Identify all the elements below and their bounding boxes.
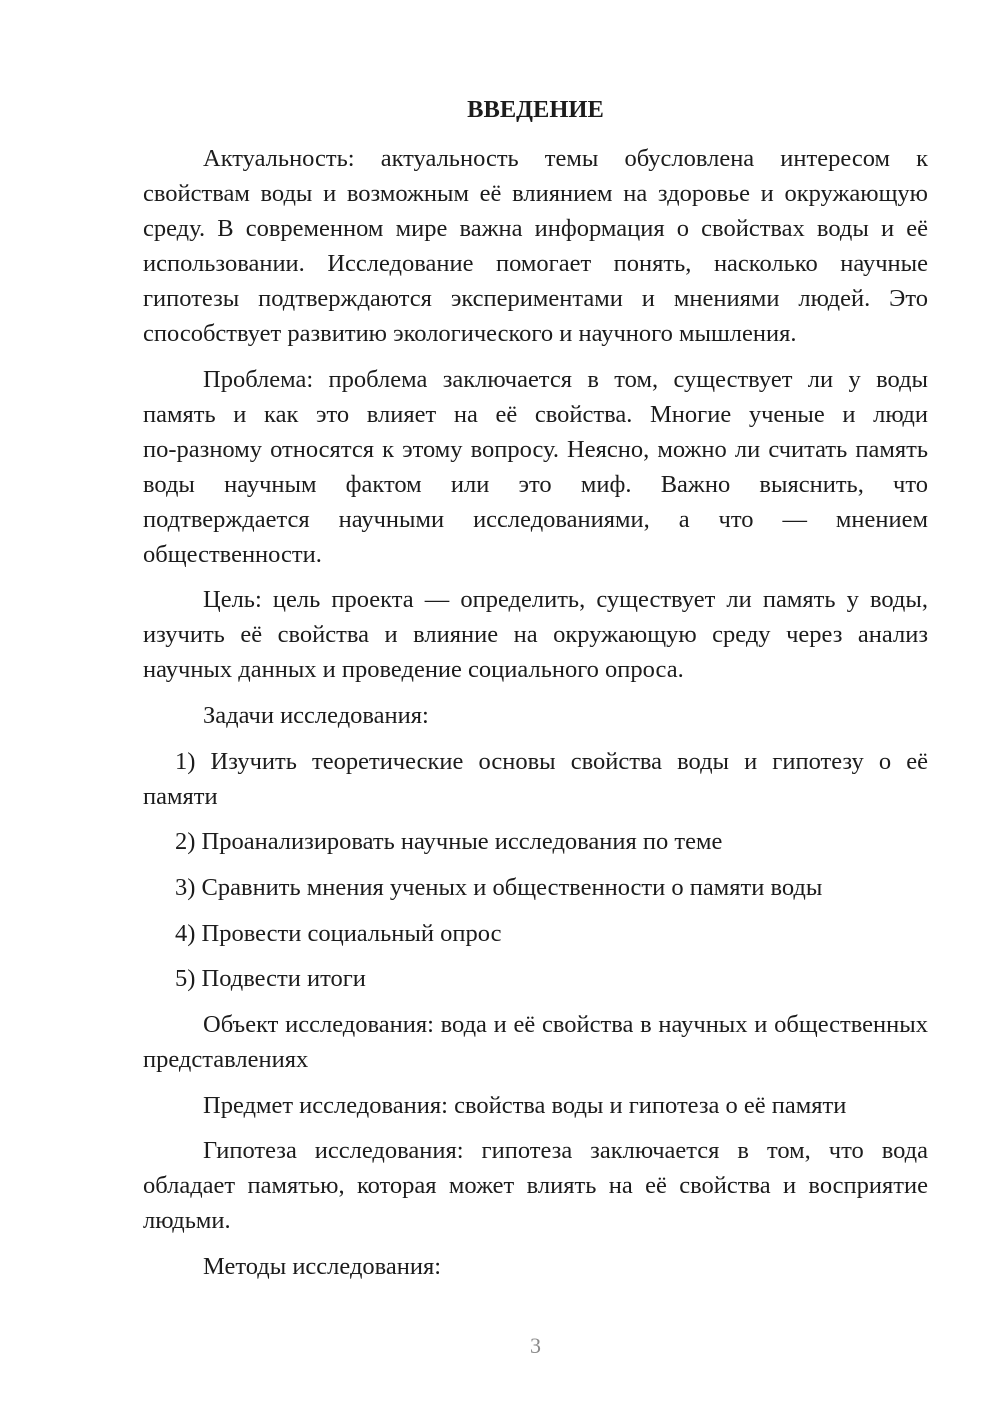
- text-line: Предмет исследования: свойства воды и гипотеза о её памяти: [203, 1091, 847, 1119]
- text-line: способствует развитию экологического и научного мышления.: [143, 320, 797, 347]
- text-line: использовании. Исследование помогает понять, насколько научные: [143, 250, 928, 277]
- text-line: воды научным фактом или это миф. Важно выяснить, что: [143, 470, 928, 498]
- page-content: [143, 92, 928, 1284]
- text-line: память и как это влияет на её свойства. Многие ученые и люди: [143, 400, 928, 428]
- text-line: 2) Проанализировать научные исследования по теме: [175, 828, 723, 856]
- tasks-label: [143, 698, 928, 733]
- text-line: Объект исследования: вода и её свойства в научных и общественных: [203, 1010, 928, 1038]
- text-line: Актуальность: актуальность темы обусловлена интересом к: [203, 145, 928, 172]
- paragraph-goal: [143, 582, 928, 687]
- text-line: представлениях: [143, 1045, 309, 1073]
- text-line: изучить её свойства и влияние на окружающую среду через анализ: [143, 621, 928, 649]
- methods-label: [143, 1249, 928, 1284]
- text-line: 1) Изучить теоретические основы свойства воды и гипотезу о её: [175, 747, 928, 775]
- text-line: Методы исследования:: [203, 1252, 442, 1280]
- paragraph-problem: [143, 362, 928, 572]
- task-item-4: [143, 916, 928, 951]
- text-line: 5) Подвести итоги: [175, 965, 366, 993]
- text-line: Проблема: проблема заключается в том, существует ли у воды: [203, 365, 928, 393]
- text-line: Гипотеза исследования: гипотеза заключается в том, что вода: [203, 1137, 928, 1165]
- paragraph-subject: [143, 1088, 928, 1123]
- text-line: подтверждается научными исследованиями, а что — мнением: [143, 505, 928, 533]
- text-line: научных данных и проведение социального опроса.: [143, 656, 684, 684]
- paragraph-relevance: [143, 141, 928, 351]
- paragraph-object: [143, 1007, 928, 1077]
- text-line: общественности.: [143, 540, 322, 568]
- text-line: гипотезы подтверждаются экспериментами и мнениями людей. Это: [143, 285, 928, 312]
- task-item-1: [143, 744, 928, 814]
- page-number: 3: [530, 1333, 541, 1358]
- text-line: памяти: [143, 782, 218, 810]
- task-item-3: [143, 870, 928, 905]
- section-heading: ВВЕДЕНИЕ: [467, 96, 604, 123]
- text-line: 3) Сравнить мнения ученых и общественности о памяти воды: [175, 873, 823, 901]
- text-line: людьми.: [143, 1207, 231, 1235]
- text-line: Задачи исследования:: [203, 701, 429, 729]
- text-line: 4) Провести социальный опрос: [175, 919, 502, 947]
- paragraph-hypothesis: [143, 1133, 928, 1238]
- text-line: обладает памятью, которая может влиять на её свойства и восприятие: [143, 1172, 928, 1200]
- task-item-5: [143, 961, 928, 996]
- text-line: Цель: цель проекта — определить, существует ли память у воды,: [203, 586, 928, 614]
- text-line: свойствам воды и возможным её влиянием на здоровье и окружающую: [143, 180, 928, 207]
- task-item-2: [143, 824, 928, 859]
- text-line: среду. В современном мире важна информация о свойствах воды и её: [143, 215, 928, 242]
- text-line: по-разному относятся к этому вопросу. Неясно, можно ли считать память: [143, 435, 928, 463]
